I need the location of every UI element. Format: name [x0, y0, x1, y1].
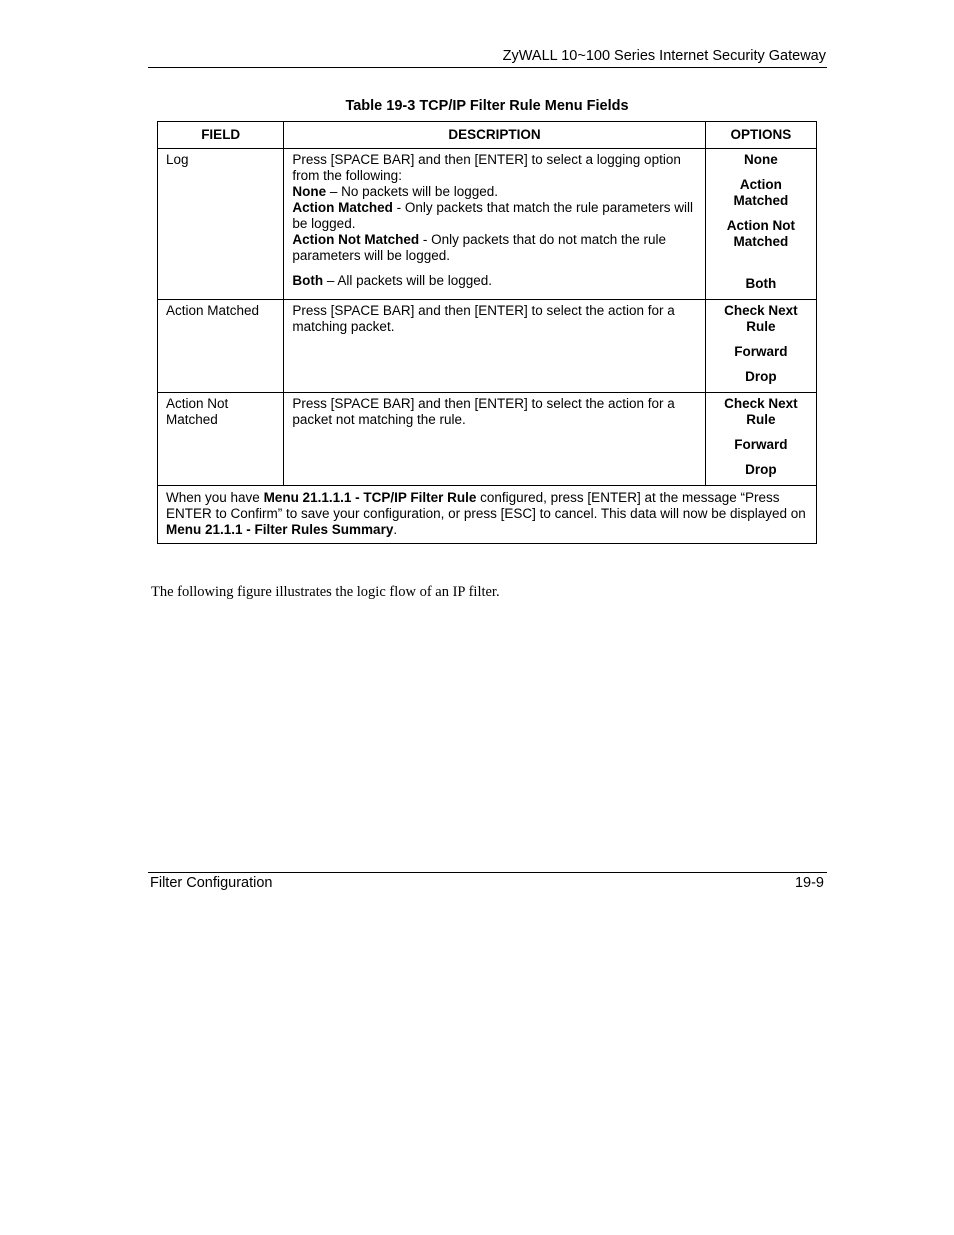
description-action-matched: [292, 200, 696, 232]
footer-divider: [148, 872, 827, 873]
option-label-both: Both: [292, 273, 324, 288]
description-cell: Press [SPACE BAR] and then [ENTER] to select the action for a matching packet.: [284, 300, 705, 393]
option-label-action-not-matched: Action Not Matched: [292, 232, 420, 247]
option-value: Forward: [734, 437, 788, 452]
note-text: configured, press [ENTER] at the message “Press ENTER to Confirm” to save your configuration, or press [ESC] to cancel. This data will now be displayed on: [166, 490, 806, 521]
option-value: Drop: [745, 369, 777, 384]
options-cell: [705, 300, 816, 393]
option-value: Drop: [745, 462, 777, 477]
option-value: None: [743, 152, 778, 167]
option-text-none: – No packets will be logged.: [326, 184, 498, 199]
column-header-field: FIELD: [158, 122, 284, 149]
option-value: Both: [745, 276, 777, 291]
option-text-action-not-matched: - Only packets that do not match the rule parameters will be logged.: [292, 232, 667, 263]
table-note: [158, 486, 817, 544]
field-cell: Log: [158, 149, 284, 300]
option-label-action-matched: Action Matched: [292, 200, 393, 215]
note-text: When you have: [166, 490, 264, 505]
option-value: Check Next Rule: [724, 303, 798, 334]
footer-section-title: Filter Configuration: [150, 875, 273, 891]
description-intro: Press [SPACE BAR] and then [ENTER] to select a logging option from the following:: [292, 152, 681, 183]
column-header-description: DESCRIPTION: [284, 122, 705, 149]
table-row: [158, 300, 817, 393]
option-value: Forward: [734, 344, 788, 359]
option-value: Action Matched: [733, 177, 789, 208]
body-paragraph: The following figure illustrates the logic flow of an IP filter.: [151, 584, 500, 600]
description-cell: Press [SPACE BAR] and then [ENTER] to select the action for a packet not matching the rule.: [284, 393, 705, 486]
field-cell: Action Matched: [158, 300, 284, 393]
description-action-not-matched: [292, 232, 696, 264]
options-cell: [705, 393, 816, 486]
option-label-none: None: [292, 184, 327, 199]
note-menu-name: Menu 21.1.1 - Filter Rules Summary: [166, 522, 394, 537]
description-none: [292, 184, 696, 200]
table-caption: Table 19-3 TCP/IP Filter Rule Menu Fields: [345, 98, 629, 114]
page-number: 19-9: [794, 875, 824, 891]
table-row: [158, 393, 817, 486]
filter-rule-fields-table: [157, 121, 817, 544]
table-note-row: [158, 486, 817, 544]
field-cell: Action Not Matched: [158, 393, 284, 486]
option-value: Action Not Matched: [726, 218, 795, 249]
options-cell: [705, 149, 816, 300]
option-text-both: – All packets will be logged.: [323, 273, 492, 288]
option-text-action-matched: - Only packets that match the rule parameters will be logged.: [292, 200, 694, 231]
note-text: .: [393, 522, 398, 537]
column-header-options: OPTIONS: [705, 122, 816, 149]
option-value: Check Next Rule: [724, 396, 798, 427]
description-cell: [284, 149, 705, 300]
table-row: [158, 149, 817, 300]
description-both: [292, 273, 696, 289]
table-header-row: [158, 122, 817, 149]
note-menu-name: Menu 21.1.1.1 - TCP/IP Filter Rule: [263, 490, 477, 505]
header-divider: [148, 67, 827, 68]
running-header: ZyWALL 10~100 Series Internet Security Gateway: [502, 48, 826, 64]
